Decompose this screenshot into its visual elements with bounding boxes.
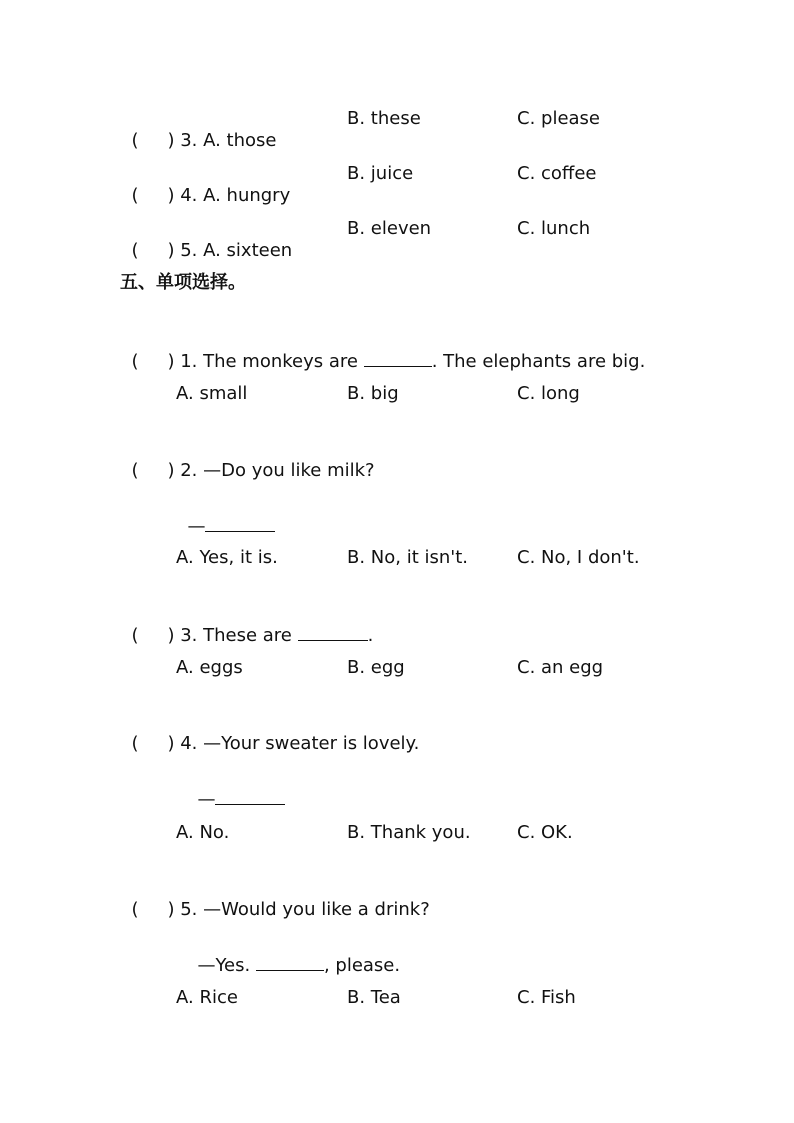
- answer-paren[interactable]: (: [131, 625, 139, 646]
- reply-dash: —: [187, 516, 206, 537]
- option-c: C. Fish: [517, 987, 576, 1008]
- option-c: C. lunch: [517, 218, 591, 239]
- answer-paren[interactable]: (: [131, 733, 139, 754]
- option-c: C. No, I don't.: [517, 547, 640, 568]
- option-b: B. juice: [347, 163, 414, 184]
- answer-blank[interactable]: [256, 954, 324, 971]
- option-c: C. long: [517, 383, 580, 404]
- part4-question-3: [120, 108, 276, 152]
- reply-text: —Yes.: [197, 955, 256, 976]
- question-text: ) 3. A. those: [167, 130, 277, 151]
- option-b: B. Tea: [347, 987, 401, 1008]
- option-b: B. No, it isn't.: [347, 547, 469, 568]
- option-b: B. big: [347, 383, 399, 404]
- answer-paren[interactable]: (: [131, 351, 139, 372]
- option-a: A. eggs: [176, 657, 243, 678]
- question-1: [120, 328, 645, 373]
- answer-paren[interactable]: (: [131, 240, 139, 261]
- option-b: B. egg: [347, 657, 405, 678]
- question-stem: ) 3. These are: [167, 625, 298, 646]
- option-a: A. No.: [176, 822, 230, 843]
- question-4: [120, 711, 419, 755]
- question-text: ) 5. A. sixteen: [167, 240, 293, 261]
- reply-line: [186, 932, 400, 977]
- answer-blank[interactable]: [215, 788, 285, 805]
- question-stem: ) 5. —Would you like a drink?: [167, 899, 430, 920]
- option-c: C. an egg: [517, 657, 604, 678]
- answer-blank[interactable]: [298, 624, 368, 641]
- answer-paren[interactable]: (: [131, 130, 139, 151]
- question-3: [120, 602, 373, 647]
- option-a: A. Rice: [176, 987, 238, 1008]
- option-c: C. OK.: [517, 822, 573, 843]
- question-stem: ) 2. —Do you like milk?: [167, 460, 375, 481]
- part4-question-4: [120, 163, 290, 207]
- question-text: ) 4. A. hungry: [167, 185, 291, 206]
- option-b: B. eleven: [347, 218, 432, 239]
- option-b: B. these: [347, 108, 421, 129]
- answer-paren[interactable]: (: [131, 460, 139, 481]
- answer-blank[interactable]: [205, 515, 275, 532]
- question-stem-end: .: [367, 625, 374, 646]
- reply-line: [186, 766, 285, 811]
- question-5: [120, 877, 430, 921]
- question-stem-end: . The elephants are big.: [431, 351, 646, 372]
- option-c: C. coffee: [517, 163, 597, 184]
- reply-text-end: , please.: [323, 955, 401, 976]
- question-2: [120, 438, 375, 482]
- answer-blank[interactable]: [364, 350, 432, 367]
- answer-paren[interactable]: (: [131, 899, 139, 920]
- option-a: A. Yes, it is.: [176, 547, 278, 568]
- part4-question-5: [120, 218, 292, 262]
- option-a: A. small: [176, 383, 248, 404]
- option-b: B. Thank you.: [347, 822, 471, 843]
- reply-line: [176, 493, 275, 538]
- section-heading: 五、单项选择。: [120, 272, 246, 293]
- reply-dash: —: [197, 789, 216, 810]
- option-c: C. please: [517, 108, 600, 129]
- question-stem: ) 1. The monkeys are: [167, 351, 364, 372]
- answer-paren[interactable]: (: [131, 185, 139, 206]
- question-stem: ) 4. —Your sweater is lovely.: [167, 733, 420, 754]
